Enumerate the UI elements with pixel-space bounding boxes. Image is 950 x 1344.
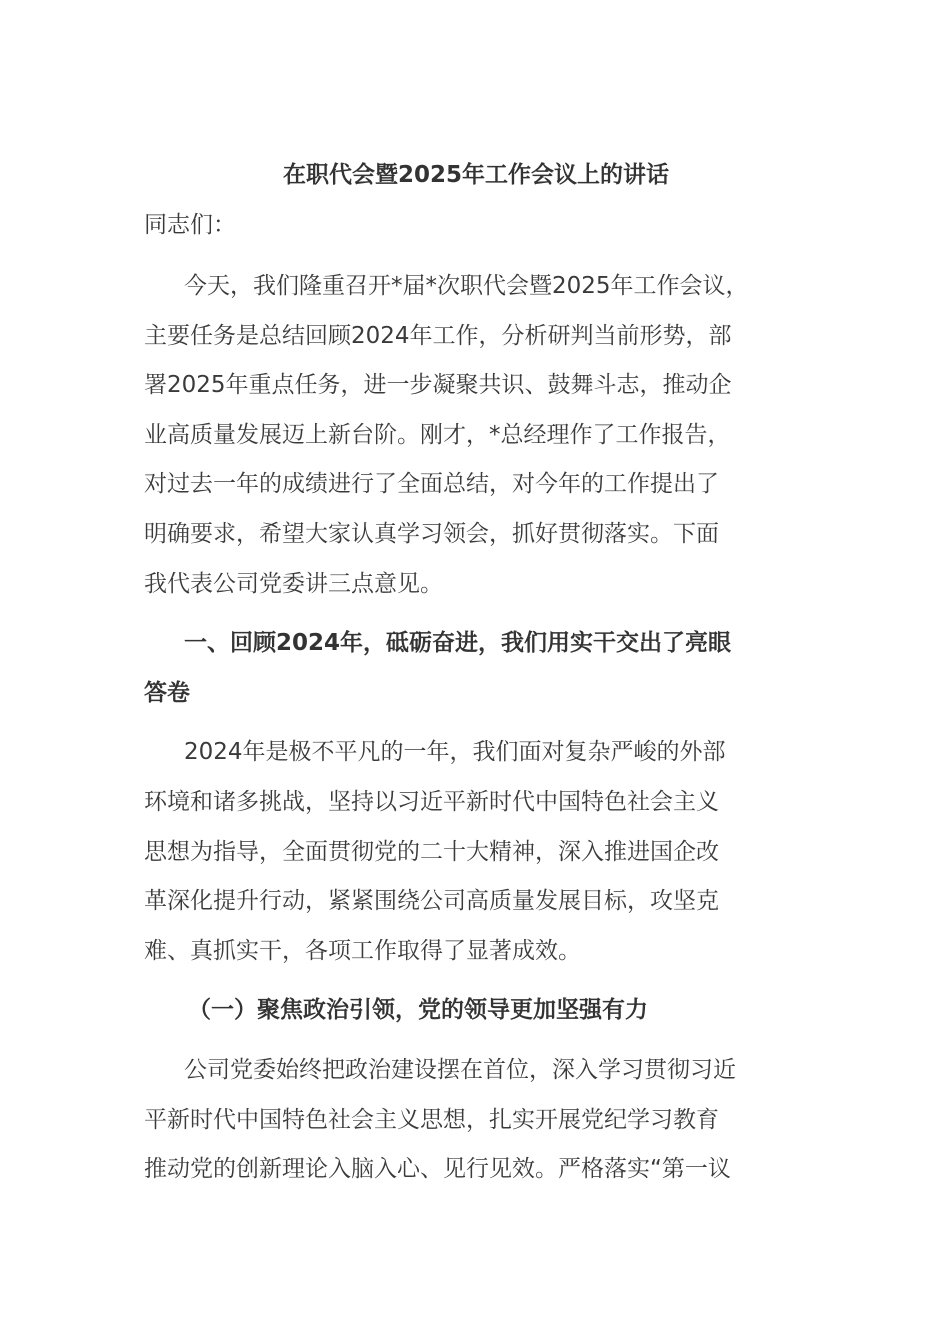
document-title: 在职代会暨2025年工作会议上的讲话: [282, 162, 669, 188]
subsection1-line: 平新时代中国特色社会主义思想，扎实开展党纪学习教育: [144, 1106, 719, 1133]
intro-line: 我代表公司党委讲三点意见。: [144, 570, 443, 597]
section1-line: 环境和诸多挑战，坚持以习近平新时代中国特色社会主义: [144, 788, 719, 815]
section1-line: 思想为指导，全面贯彻党的二十大精神，深入推进国企改: [144, 838, 719, 865]
section-heading-line: 答卷: [144, 679, 190, 706]
intro-line: 主要任务是总结回顾2024年工作，分析研判当前形势，部: [144, 322, 732, 349]
section1-line: 2024年是极不平凡的一年，我们面对复杂严峻的外部: [184, 739, 726, 766]
section-heading-line: 一、回顾2024年，砥砺奋进，我们用实干交出了亮眼: [184, 630, 732, 657]
intro-line: 署2025年重点任务，进一步凝聚共识、鼓舞斗志，推动企: [144, 372, 732, 399]
section-heading-1: [144, 619, 808, 718]
intro-paragraph: [144, 262, 808, 609]
section1-paragraph: [144, 728, 808, 976]
subsection1-line: 推动党的创新理论入脑入心、见行见效。严格落实“第一议: [144, 1156, 731, 1183]
subsection1-line: 公司党委始终把政治建设摆在首位，深入学习贯彻习近: [184, 1056, 736, 1083]
section1-line: 难、真抓实干，各项工作取得了显著成效。: [144, 937, 581, 964]
intro-line: 对过去一年的成绩进行了全面总结，对今年的工作提出了: [144, 471, 719, 498]
subsection-heading-1: （一）聚焦政治引领，党的领导更加坚强有力: [188, 997, 648, 1024]
intro-line: 今天，我们隆重召开*届*次职代会暨2025年工作会议，: [184, 273, 749, 299]
section1-line: 革深化提升行动，紧紧围绕公司高质量发展目标，攻坚克: [144, 888, 719, 915]
intro-line: 明确要求，希望大家认真学习领会，抓好贯彻落实。下面: [144, 520, 719, 547]
greeting: 同志们：: [144, 212, 236, 238]
document-body: [144, 152, 808, 1205]
intro-line: 业高质量发展迈上新台阶。刚才，*总经理作了工作报告，: [144, 421, 731, 448]
subsection1-paragraph: [144, 1046, 808, 1195]
